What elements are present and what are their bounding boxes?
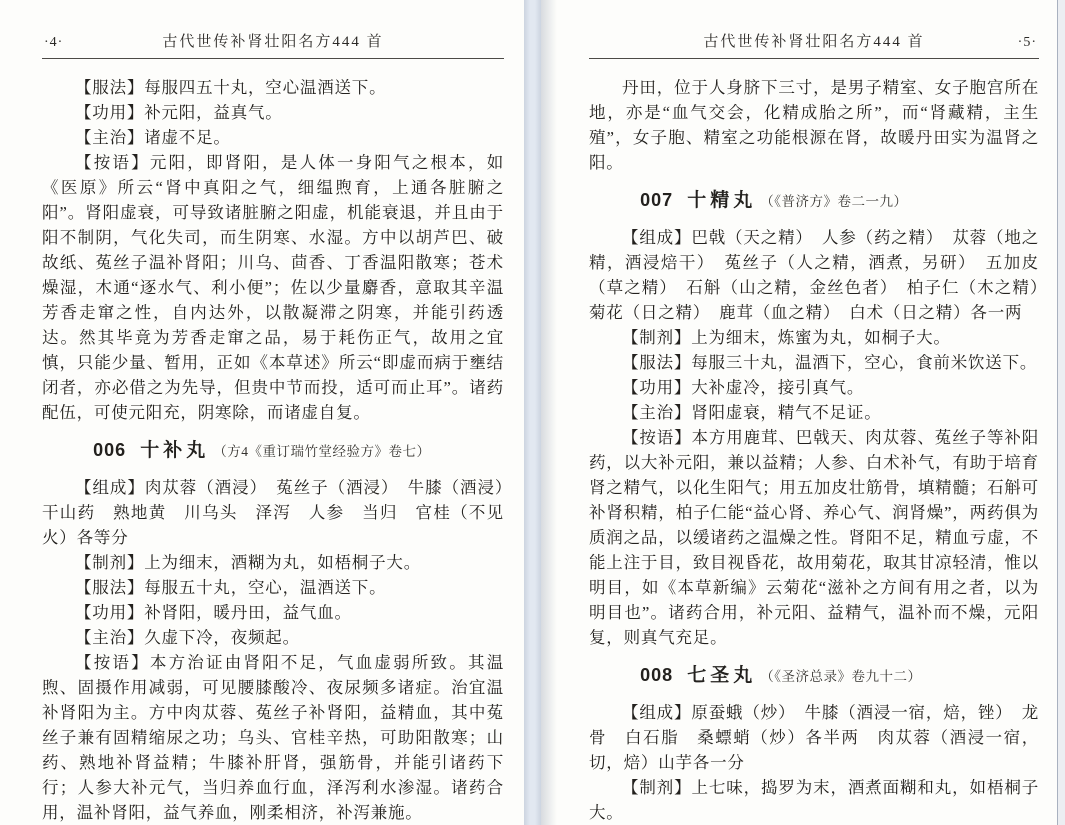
- fufa-paragraph: 【服法】每服三十丸，温酒下，空心，食前米饮送下。: [622, 353, 1038, 372]
- anyu-paragraph: 【按语】本方治证由肾阳不足，气血虚弱所致。其温煦、固摄作用减弱，可见腰膝酸冷、夜尿频多诸症。治宜温补肾阳为主。方中肉苁蓉、菟丝子补肾阳，益精血，其中菟丝子兼有固精缩尿之功；乌头、官桂辛热，可助阳散寒；山药、熟地补肾益精；牛膝补肝肾，强筋骨，并能引诸药下行；人参大补元气，当归养血行血，泽泻利水渗湿。诸药合用，温补肾阳，益气养血，刚柔相济，补泻兼施。: [42, 653, 504, 822]
- anyu-paragraph: 【按语】本方用鹿茸、巴戟天、肉苁蓉、菟丝子等补阳药，以大补元阳，兼以益精；人参、白术补气，有助于培育肾之精气，以化生阳气；用五加皮壮筋骨，填精髓；石斛可补肾积精，柏子仁能“益心肾、养心气、润肾燥”，两药俱为质润之品，以缓诸药之温燥之性。肾阳不足，精血亏虚，不能上注于目，致目视昏花，故用菊花，取其甘凉轻清，惟以明目，如《本草新编》云菊花“滋补之方间有用之者，以为明目也”。诸药合用，补元阳、益精气，温补而不燥，元阳复，则真气充足。: [589, 428, 1039, 647]
- entry-heading-008: [589, 663, 1039, 689]
- entry-name: 十精丸: [687, 190, 757, 211]
- page-left: [0, 0, 524, 825]
- zucheng-paragraph: 【组成】原蚕蛾（炒） 牛膝（酒浸一宿，焙，锉） 龙骨 白石脂 桑螵蛸（炒）各半两 肉苁蓉（酒浸一宿，切，焙）山芋各一分: [589, 703, 1039, 772]
- page-number-right: ·5·: [1017, 35, 1037, 50]
- fufa-paragraph: 【服法】每服五十丸，空心，温酒送下。: [75, 578, 387, 597]
- zhiji-paragraph: 【制剂】上为细末，炼蜜为丸，如桐子大。: [622, 328, 951, 347]
- entry-number: 008: [640, 665, 674, 685]
- entry-name: 十补丸: [140, 440, 210, 461]
- running-title: 古代世传补肾壮阳名方444 首: [703, 34, 925, 50]
- fufa-paragraph: 【服法】每服四五十丸，空心温酒送下。: [75, 78, 387, 97]
- gongyong-paragraph: 【功用】补元阳，益真气。: [75, 103, 283, 122]
- page-body-left: [42, 75, 522, 825]
- header-rule: [42, 58, 504, 59]
- zhuzhi-paragraph: 【主治】久虚下冷，夜频起。: [75, 628, 300, 647]
- entry-source: （《普济方》卷二一九）: [760, 194, 908, 209]
- zhuzhi-paragraph: 【主治】诸虚不足。: [75, 128, 231, 147]
- entry-number: 007: [640, 190, 674, 210]
- header-rule: [589, 58, 1039, 59]
- entry-source: （《圣济总录》卷九十二）: [760, 669, 922, 684]
- zhiji-paragraph: 【制剂】上为细末，酒糊为丸，如梧桐子大。: [75, 553, 421, 572]
- gongyong-paragraph: 【功用】大补虚冷，接引真气。: [622, 378, 865, 397]
- gongyong-paragraph: 【功用】补肾阳，暖丹田，益气血。: [75, 603, 352, 622]
- page-right: [541, 0, 1057, 825]
- intro-paragraph: 丹田，位于人身脐下三寸，是男子精室、女子胞宫所在地，亦是“血气交会，化精成胎之所”，而“肾藏精，主生殖”，女子胞、精室之功能根源在肾，故暖丹田实为温肾之阳。: [589, 78, 1039, 172]
- entry-heading-006: [42, 438, 504, 464]
- entry-source: （方4《重订瑞竹堂经验方》卷七）: [213, 444, 431, 459]
- page-header-left: [42, 30, 504, 51]
- zhiji-paragraph: 【制剂】上七味，捣罗为末，酒煮面糊和丸，如梧桐子大。: [589, 778, 1039, 822]
- next-page-edge: [1057, 0, 1065, 825]
- running-title: 古代世传补肾壮阳名方444 首: [162, 34, 384, 50]
- page-header-right: [589, 30, 1039, 51]
- entry-heading-007: [589, 188, 1039, 214]
- page-number-left: ·4·: [44, 35, 64, 50]
- page-gutter: [524, 0, 541, 825]
- entry-number: 006: [93, 440, 127, 460]
- page-edge-shadow: [541, 0, 557, 825]
- zucheng-paragraph: 【组成】巴戟（天之精） 人参（药之精） 苁蓉（地之精，酒浸焙干） 菟丝子（人之精，酒煮，另研） 五加皮（草之精） 石斛（山之精，金丝色者） 柏子仁（木之精） 菊花（日之精） 鹿茸（血之精） 白术（日之精）各一两: [589, 228, 1057, 322]
- zhuzhi-paragraph: 【主治】肾阳虚衰，精气不足证。: [622, 403, 882, 422]
- zucheng-paragraph: 【组成】肉苁蓉（酒浸） 菟丝子（酒浸） 牛膝（酒浸） 干山药 熟地黄 川乌头 泽泻 人参 当归 官桂（不见火）各等分: [42, 478, 522, 547]
- page-body-right: [589, 75, 1057, 825]
- entry-name: 七圣丸: [687, 665, 757, 686]
- anyu-paragraph: 【按语】元阳，即肾阳，是人体一身阳气之根本，如《医原》所云“肾中真阳之气，细缊煦育，上通各脏腑之阳”。肾阳虚衰，可导致诸脏腑之阳虚，机能衰退，并且由于阳不制阴，气化失司，而生阴寒、水湿。方中以胡芦巴、破故纸、菟丝子温补肾阳；川乌、茴香、丁香温阳散寒；苍术燥湿，木通“逐水气、利小便”；佐以少量麝香，意取其辛温芳香走窜之性，自内达外，以散凝滞之阴寒，并能引药透达。然其毕竟为芳香走窜之品，易于耗伤正气，故用之宜慎，只能少量、暂用，正如《本草述》所云“即虚而病于壅结闭者，亦必借之为先导，但贵中节而投，适可而止耳”。诸药配伍，可使元阳充，阴寒除，而诸虚自复。: [42, 153, 504, 422]
